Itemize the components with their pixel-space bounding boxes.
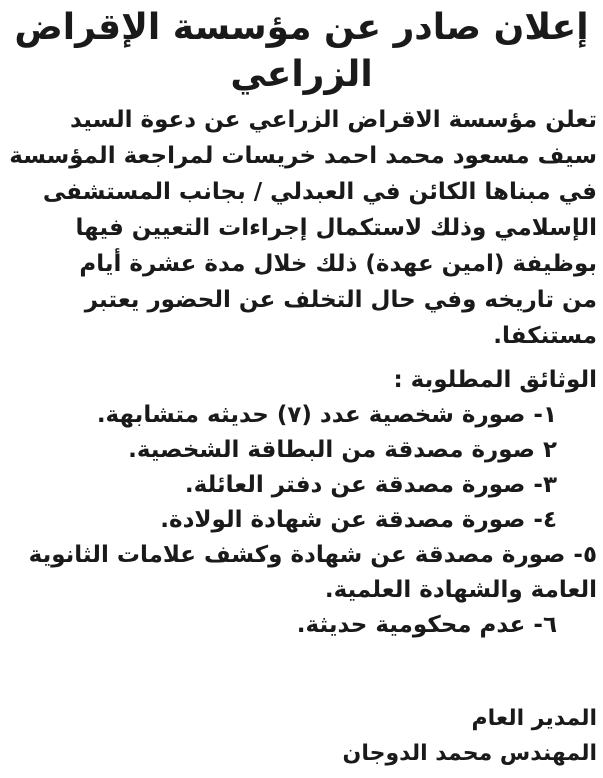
document-item-continued: العامة والشهادة العلمية. [324, 577, 597, 603]
documents-heading: الوثائق المطلوبة : [393, 367, 597, 393]
document-item: ٤- صورة مصدقة عن شهادة الولادة. [160, 507, 557, 533]
document-item: ٢ صورة مصدقة من البطاقة الشخصية. [128, 437, 557, 463]
document-item: ١- صورة شخصية عدد (٧) حديثه متشابهة. [96, 402, 557, 428]
signature-name: المهندس محمد الدوجان [342, 741, 597, 766]
title-line-2: الزراعي [230, 54, 373, 95]
signature-position: المدير العام [471, 706, 597, 731]
body-line: بوظيفة (امين عهدة) ذلك خلال مدة عشرة أيام [79, 251, 597, 277]
body-line: الإسلامي وذلك لاستكمال إجراءات التعيين فيها [75, 215, 597, 241]
document-item: ٥- صورة مصدقة عن شهادة وكشف علامات الثانوية [28, 542, 597, 568]
body-line: من تاريخه وفي حال التخلف عن الحضور يعتبر [84, 287, 597, 313]
title-line-1: إعلان صادر عن مؤسسة الإقراض [14, 7, 589, 48]
document-item: ٣- صورة مصدقة عن دفتر العائلة. [184, 472, 557, 498]
body-line: مستنكفا. [493, 323, 597, 349]
body-line: تعلن مؤسسة الاقراض الزراعي عن دعوة السيد [69, 107, 597, 133]
body-line: سيف مسعود محمد احمد خريسات لمراجعة المؤسسة [9, 143, 597, 169]
document-item: ٦- عدم محكومية حديثة. [296, 612, 557, 638]
body-line: في مبناها الكائن في العبدلي / بجانب المستشفى [42, 179, 597, 205]
